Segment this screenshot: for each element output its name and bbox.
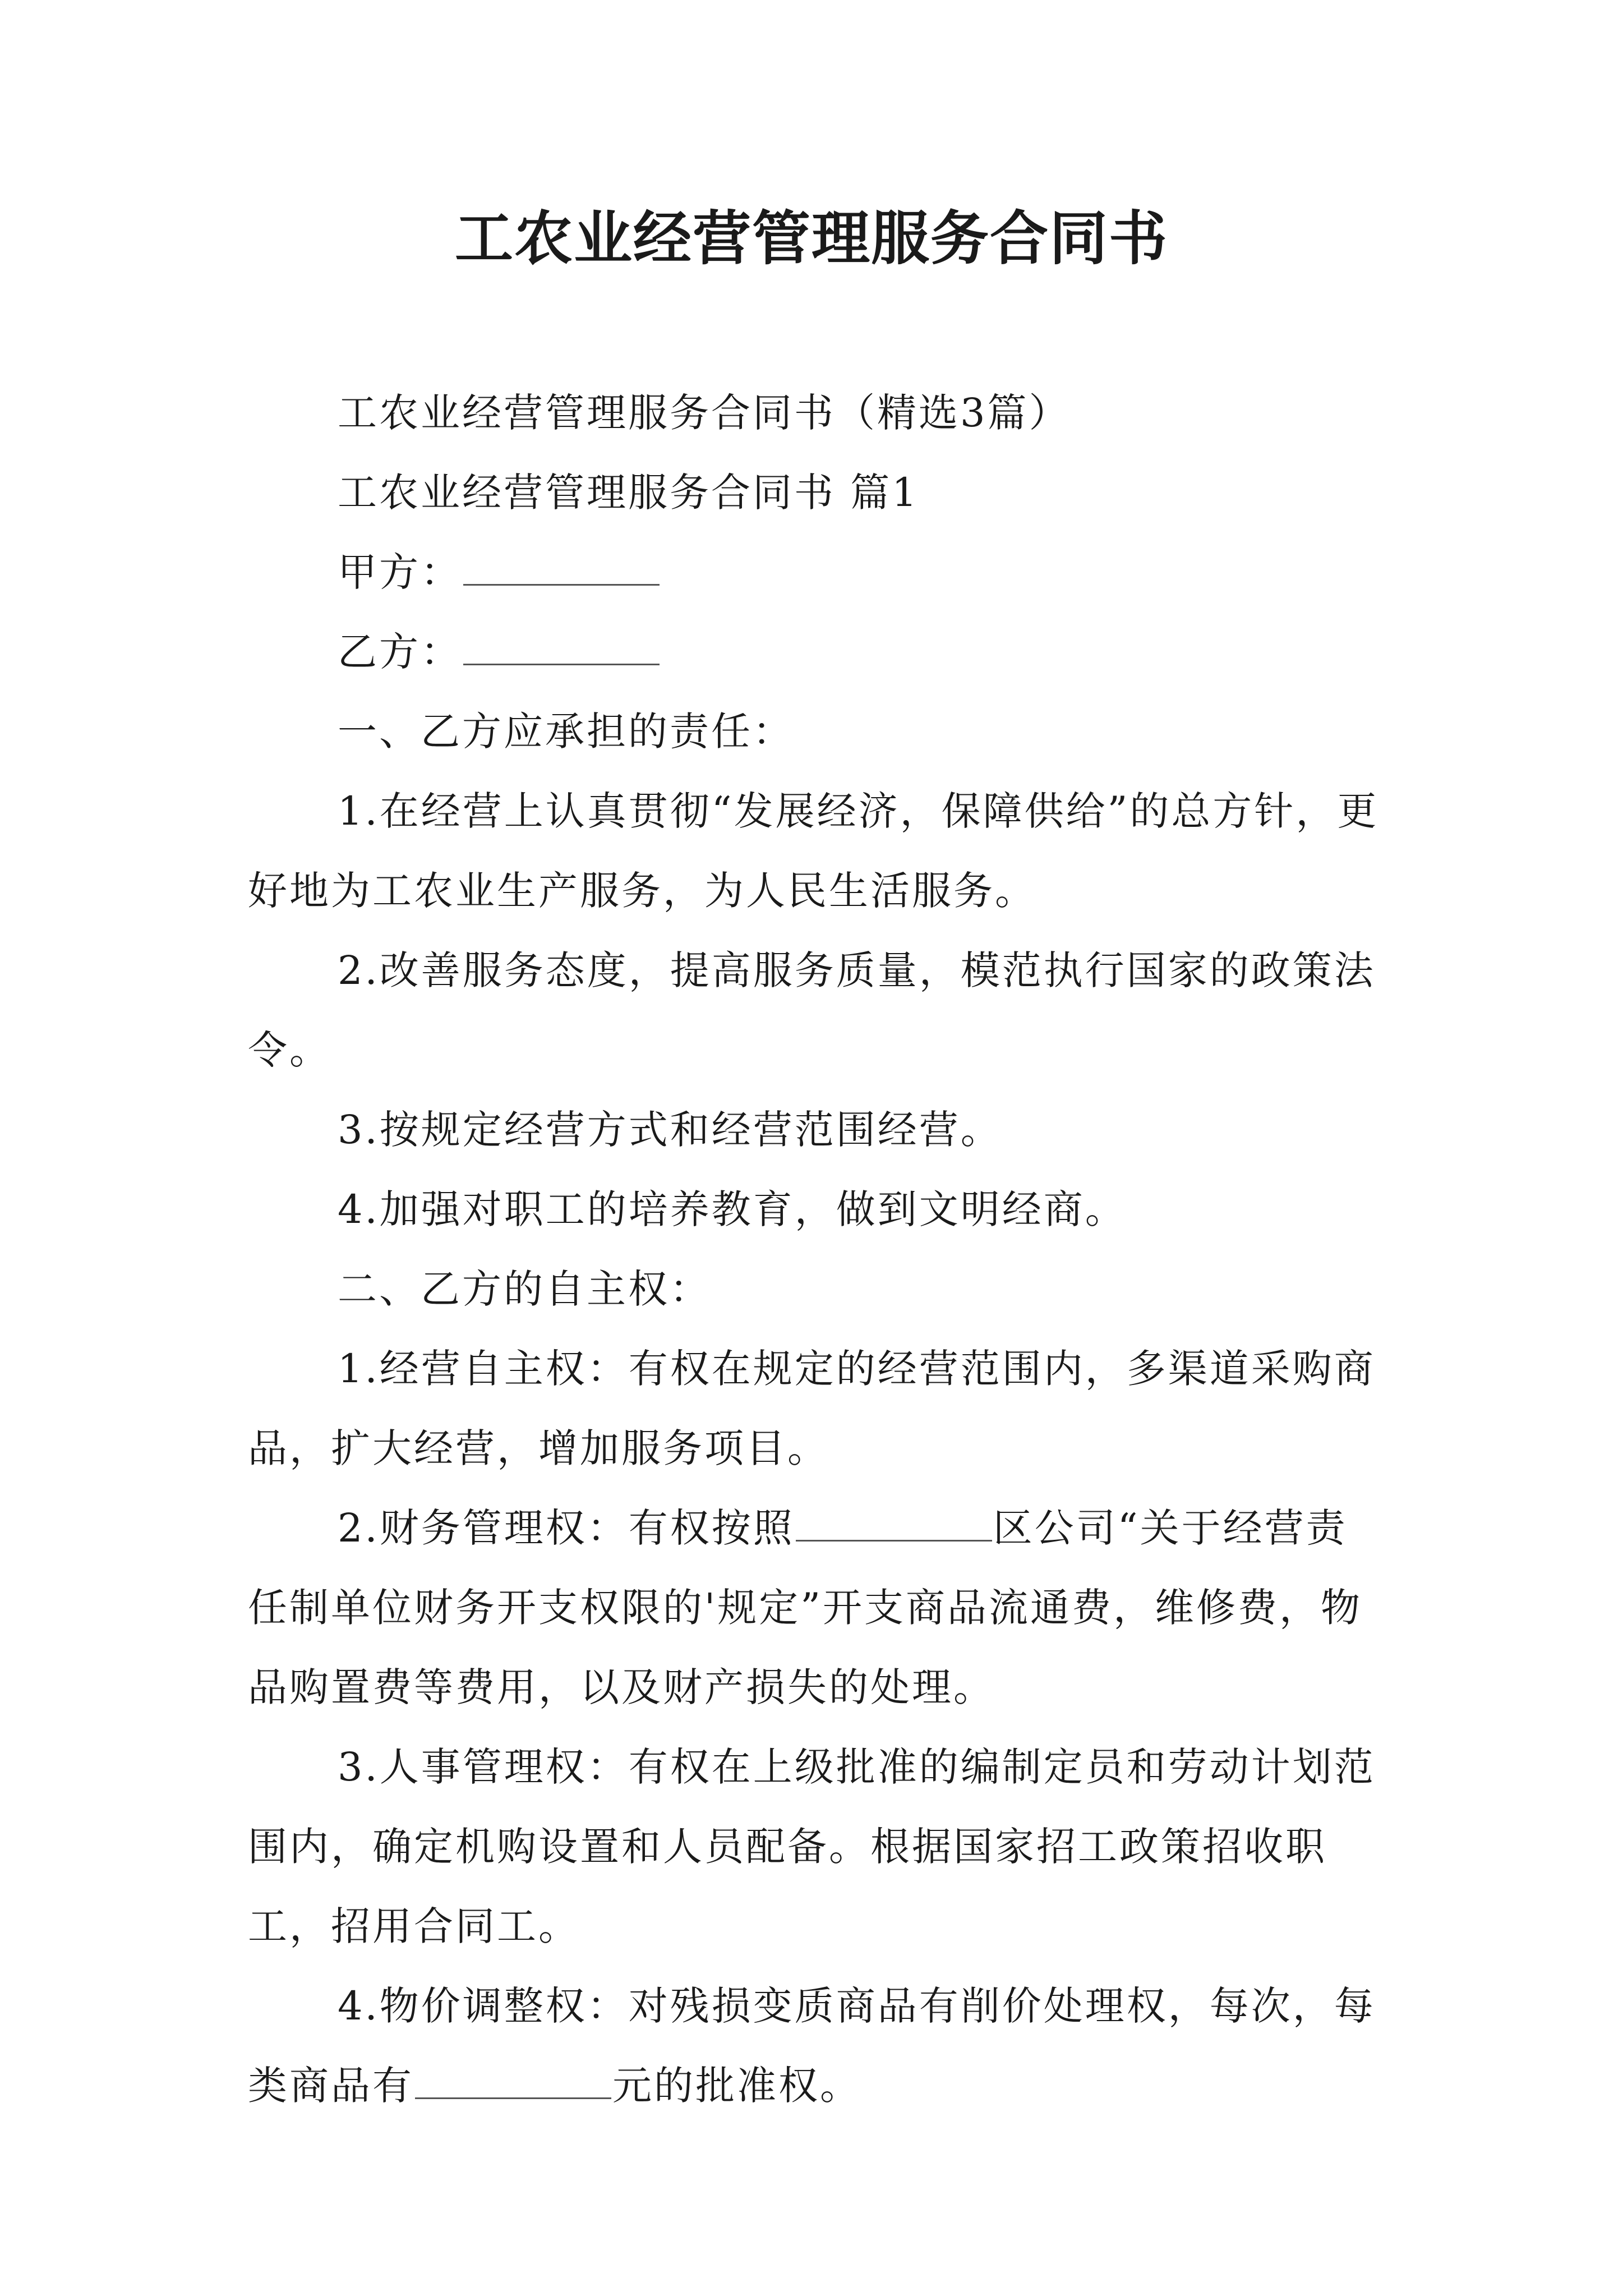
document-body [248, 373, 1381, 2125]
right-item-2 [248, 1488, 1381, 1727]
party-b-label: 乙方： [338, 629, 462, 675]
document-title: 工农业经营管理服务合同书 [454, 204, 1168, 273]
right-item-2-start: 2.财务管理权：有权按照 [338, 1505, 795, 1551]
right-item-4 [248, 1966, 1381, 2125]
duty-item-3: 3.按规定经营方式和经营范围经营。 [338, 1107, 1002, 1153]
district-blank [796, 1506, 992, 1542]
section-heading: 工农业经营管理服务合同书 篇1 [338, 470, 919, 516]
party-b-line [248, 612, 1381, 692]
heading-autonomy: 二、乙方的自主权： [338, 1266, 711, 1312]
right-item-3: 3.人事管理权：有权在上级批准的编制定员和劳动计划范围内，确定机购设置和人员配备。根据国家招工政策招收职工，招用合同工。 [248, 1744, 1376, 1949]
party-a-label: 甲方： [338, 549, 462, 595]
duty-item-1: 1.在经营上认真贯彻“发展经济，保障供给”的总方针，更好地为工农业生产服务，为人民生活服务。 [248, 788, 1379, 914]
right-item-1: 1.经营自主权：有权在规定的经营范围内，多渠道采购商品，扩大经营，增加服务项目。 [248, 1346, 1376, 1471]
party-a-blank [463, 550, 660, 586]
amount-blank [415, 2064, 611, 2099]
duty-item-2: 2.改善服务态度，提高服务质量，模范执行国家的政策法令。 [248, 947, 1376, 1073]
right-item-4-end: 元的批准权。 [612, 2063, 861, 2109]
duty-item-4: 4.加强对职工的培养教育，做到文明经商。 [338, 1186, 1127, 1232]
right-item-2-end: 区公司“关于经营责任制单位财务开支权限的'规定”开支商品流通费，维修费，物品购置费等费用，以及财产损失的处理。 [248, 1505, 1363, 1710]
right-item-4-start: 4.物价调整权：对残损变质商品有削价处理权，每次，每类商品有 [248, 1983, 1376, 2109]
heading-responsibilities: 一、乙方应承担的责任： [338, 708, 794, 754]
party-a-line [248, 532, 1381, 612]
party-b-blank [463, 630, 660, 665]
document-subtitle: 工农业经营管理服务合同书（精选3篇） [338, 390, 1071, 436]
